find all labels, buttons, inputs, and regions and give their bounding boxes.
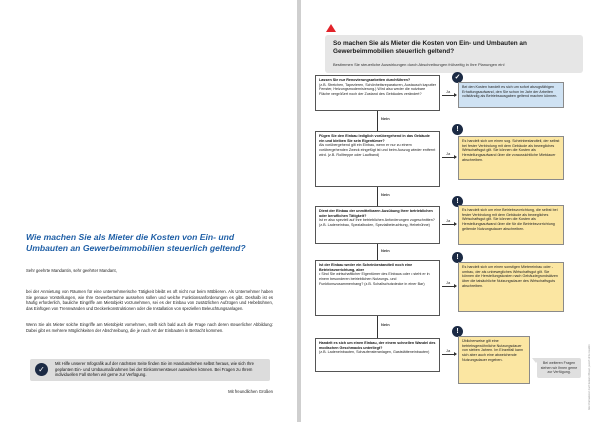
yes-arrow — [442, 95, 456, 96]
infobox — [30, 359, 270, 381]
question-title: Lassen Sie nur Renovierungsarbeiten durchführen? — [319, 78, 411, 82]
flowchart-subtitle: Bestimmen Sie steuerliche Auswirkungen durch Abschreibungen frühzeitig in Ihre Planungen ein! — [333, 62, 505, 67]
question-title: Ist der Einbau weder ein Scheinbestandteil noch eine Betriebsvorrichtung, aber — [319, 263, 413, 272]
letter-closing: Mit freundlichen Grüßen — [228, 389, 273, 394]
yes-label: Ja — [446, 89, 451, 94]
no-connector — [377, 187, 378, 206]
flowchart-page — [301, 0, 600, 422]
infobox-text: Mit Hilfe unserer Infografik auf der nächsten Seite finden Sie im Handumdrehen selbst heraus, wie sich Ihre geplanten Ein- und Umbaumaßnahmen bei der Einkommensteuer auswirken können. Bei Fragen zu Ihrem individuellen Fall stehen wir gerne zur Verfügung. — [55, 361, 255, 378]
question-title: Handelt es sich um einen Einbau, der einem schnellen Wandel des modischen Geschmacks unterliegt? — [319, 341, 436, 350]
letter-title: Wie machen Sie als Mieter die Kosten von Ein- und Umbauten an Gewerbeimmobilien steuerlich geltend? — [26, 232, 246, 253]
yes-arrow — [442, 224, 456, 225]
letter-paragraph: Wenn Sie als Mieter solche Eingriffe am Mietobjekt vornehmen, stellt sich bald auch die Frage nach deren steuerlicher Abbildung: Dabei gibt es mehrere Möglichkeiten der Abschreibung, die je nach Art der Einbauten in Betracht kommen. — [26, 322, 273, 333]
question-text: Ist er also speziell auf Ihre betrieblichen Anforderungen zugeschnitten? (z.B. Ladeneinbau, Spezialboden, Spezialbeleuchtung, Hebebühne) — [319, 218, 435, 228]
no-label: Nein — [381, 192, 390, 197]
flow-answer: Es handelt sich um einen sonstigen Mietereinbau oder -umbau, der als unbewegliches Wirtschaftsgut gilt. Sie können die Herstellungskosten nach Gebäudegrundsätzen über die tatsächliche Nutzungsdauer des Wirtschaftsguts abschreiben. — [458, 262, 564, 312]
question-text: Als vorübergehend gilt ein Einbau, wenn er nur zu einem vorübergehenden Zweck eingefügt ist und beim Auszug wieder entfernt wird. (z.B. Rolltreppe oder Laufband) — [319, 143, 436, 157]
yes-label: Ja — [446, 151, 451, 156]
letter-paragraph: bei der Anmietung von Räumen für eine unternehmerische Tätigkeit bleibt es oft nicht nur beim Möblieren. Als Unternehmer haben Sie genaue Vorstellungen, wie Ihre Gewerberäume aussehen sollen und welche Funktionsanforderungen es gibt. Deshalb ist es häufig erforderlich, bauliche Eingriffe am Mietobjekt vorzunehmen, sei es der Einbau von zusätzlichen Aufzügen und Hebebühnen, das Einfügen von Trennwänden und Deckenkonstruktionen oder die Installation von speziellen Beleuchtungsanlagen. — [26, 289, 273, 311]
flow-question — [315, 206, 440, 244]
no-label: Nein — [381, 116, 390, 121]
question-text: (z.B. Ladeneinbauten, Schaufensteranlagen, Gaststätteneinbauten) — [319, 350, 430, 355]
yes-label: Ja — [446, 348, 451, 353]
letter-salutation: Sehr geehrte Mandantin, sehr geehrter Mandant, — [26, 268, 117, 273]
yes-arrow — [442, 157, 456, 158]
exclamation-icon: ! — [452, 326, 463, 337]
no-connector — [377, 111, 378, 131]
flow-answer: Es handelt sich um einen sog. Scheinbestandteil, der selbst bei fester Verbindung mit dem Gebäude als bewegliches Wirtschaftsgut gilt. Sie können die Kosten als Herstellungsaufwand über die voraussichtliche Mietdauer abschreiben. — [458, 136, 564, 180]
letter-page — [0, 0, 297, 422]
flow-question — [315, 131, 440, 187]
checkmark-icon: ✓ — [452, 72, 463, 83]
yes-arrow — [442, 286, 456, 287]
flowchart-title: So machen Sie als Mieter die Kosten von Ein- und Umbauten an Gewerbeimmobilien steuerlich geltend? — [333, 40, 527, 55]
corner-triangle-icon — [326, 24, 336, 32]
no-label: Nein — [381, 322, 390, 327]
yes-arrow — [442, 354, 456, 355]
flow-question — [315, 338, 440, 372]
flow-answer: Bei den Kosten handelt es sich um sofort abzugsfähigen Erhaltungsaufwand, den Sie schon im Jahr der Arbeiten vollständig als Betriebsausgaben geltend machen können. — [458, 82, 564, 108]
no-connector — [377, 244, 378, 260]
final-note: Bei weiteren Fragen stehen wir Ihnen gerne zur Verfügung. — [537, 358, 581, 378]
no-label: Nein — [381, 248, 390, 253]
flow-answer: Es handelt sich um eine Betriebsvorrichtung, die selbst bei fester Verbindung mit dem Gebäude als bewegliches Wirtschaftsgut gilt. Sie können die Kosten als Herstellungsaufwand über die für die Betriebsvorrichtung geltende Nutzungsdauer abschreiben. — [458, 205, 564, 245]
side-disclaimer: Alle Informationen nach bestem Wissen, jedoch ohne Gewähr. — [588, 343, 591, 410]
question-text: • Sind Sie wirtschaftlicher Eigentümer des Einbaus oder • steht er in einem besonderen betrieblichen Nutzungs- und Funktionszusammenhang? (z.B. Schallschutzdecke in einer Bar) — [319, 272, 430, 286]
no-connector — [377, 316, 378, 338]
exclamation-icon: ! — [452, 196, 463, 207]
checkmark-icon: ✓ — [35, 363, 48, 376]
question-title: Dient der Einbau der unmittelbaren Ausübung Ihrer betrieblichen oder beruflichen Tätigkeit? — [319, 209, 433, 218]
question-title: Fügen Sie den Einbau lediglich vorübergehend in das Gebäude ein und bleiben Sie sein Eigentümer? — [319, 134, 430, 143]
yes-label: Ja — [446, 218, 451, 223]
flow-answer: Üblicherweise gilt eine betriebsgewöhnliche Nutzungsdauer von sieben Jahren. Im Einzelfall kann sich aber auch eine abweichende Nutzungsdauer ergeben. — [458, 336, 530, 384]
question-text: (z.B. Streichen, Tapezieren, Schönheitsreparaturen, Austausch kaputter Fenster, Heizungsmodernisierung.) Wird also weder die nutzbare Fläche vergrößert noch der Zustand des Gebäudes verändert? — [319, 82, 436, 97]
flow-question — [315, 75, 440, 111]
flow-question — [315, 260, 440, 316]
exclamation-icon: ! — [452, 252, 463, 263]
exclamation-icon: ! — [452, 124, 463, 135]
yes-label: Ja — [446, 280, 451, 285]
flowchart-header — [325, 35, 583, 73]
